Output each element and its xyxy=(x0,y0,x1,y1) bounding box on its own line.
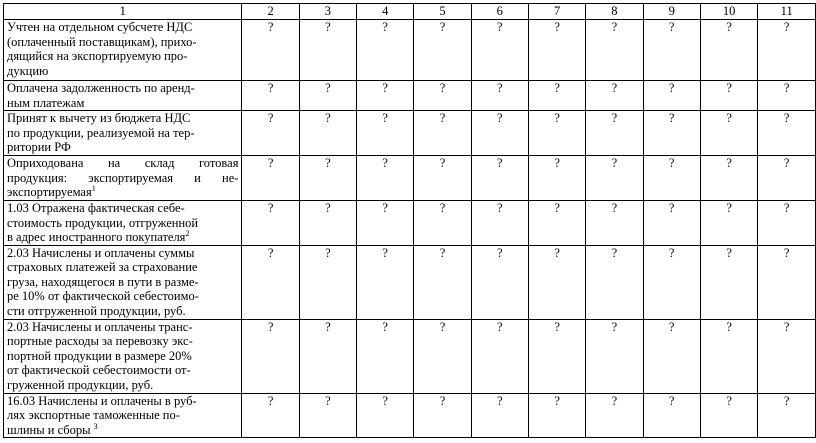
description-line xyxy=(7,230,238,245)
value-cell: ? xyxy=(242,20,299,81)
column-header-3: 3 xyxy=(299,4,356,20)
value-cell: ? xyxy=(643,393,700,438)
value-cell: ? xyxy=(242,245,299,319)
description-line xyxy=(7,304,238,319)
value-cell: ? xyxy=(357,393,414,438)
description-text: продукция: экспортируемая и не- xyxy=(7,170,239,185)
value-cell: ? xyxy=(299,156,356,201)
column-header-10: 10 xyxy=(700,4,758,20)
description-line xyxy=(7,126,238,141)
value-cell: ? xyxy=(643,319,700,393)
report-table xyxy=(3,3,816,438)
value-cell: ? xyxy=(528,201,585,246)
description-line xyxy=(7,171,238,186)
row-description xyxy=(4,245,242,319)
value-cell: ? xyxy=(528,111,585,156)
value-cell: ? xyxy=(414,156,471,201)
value-cell: ? xyxy=(758,393,816,438)
value-cell: ? xyxy=(357,20,414,81)
value-cell: ? xyxy=(700,81,758,111)
description-text: (оплаченный поставщикам), прихо- xyxy=(7,34,197,49)
value-cell: ? xyxy=(414,81,471,111)
value-cell: ? xyxy=(414,319,471,393)
description-line xyxy=(7,20,238,35)
value-cell: ? xyxy=(357,111,414,156)
value-cell: ? xyxy=(471,393,528,438)
value-cell: ? xyxy=(586,245,643,319)
column-header-9: 9 xyxy=(643,4,700,20)
value-cell: ? xyxy=(299,111,356,156)
value-cell: ? xyxy=(242,319,299,393)
description-text: 2.03 Начислены и оплачены транс- xyxy=(7,319,193,334)
row-description xyxy=(4,20,242,81)
value-cell: ? xyxy=(700,20,758,81)
value-cell: ? xyxy=(643,245,700,319)
column-header-4: 4 xyxy=(357,4,414,20)
description-text: Оприходована на склад готовая xyxy=(7,156,239,170)
header-row xyxy=(4,4,816,20)
description-line xyxy=(7,140,238,155)
table-row xyxy=(4,393,816,438)
value-cell: ? xyxy=(758,319,816,393)
description-text: от фактической себестоимости от- xyxy=(7,363,191,377)
description-line xyxy=(7,275,238,290)
value-cell: ? xyxy=(471,156,528,201)
table-row xyxy=(4,111,816,156)
value-cell: ? xyxy=(471,20,528,81)
value-cell: ? xyxy=(414,111,471,156)
column-header-6: 6 xyxy=(471,4,528,20)
description-text: Оплачена задолженность по аренд- xyxy=(7,81,195,95)
value-cell: ? xyxy=(299,319,356,393)
description-line xyxy=(7,81,238,96)
value-cell: ? xyxy=(242,156,299,201)
description-line xyxy=(7,320,238,335)
value-cell: ? xyxy=(586,319,643,393)
value-cell: ? xyxy=(758,245,816,319)
row-description xyxy=(4,201,242,246)
footnote-marker: 2 xyxy=(185,229,190,238)
value-cell: ? xyxy=(471,81,528,111)
value-cell: ? xyxy=(586,393,643,438)
description-text: 1.03 Отражена фактическая себе- xyxy=(7,201,185,215)
table-row xyxy=(4,81,816,111)
footnote-marker: 1 xyxy=(91,184,96,193)
value-cell: ? xyxy=(357,156,414,201)
row-description xyxy=(4,111,242,156)
description-text: лях экспортные таможенные по- xyxy=(7,408,180,422)
description-text: ритории РФ xyxy=(7,140,71,154)
value-cell: ? xyxy=(299,20,356,81)
value-cell: ? xyxy=(357,201,414,246)
description-text: по продукции, реализуемой на тер- xyxy=(7,125,195,140)
value-cell: ? xyxy=(471,111,528,156)
table-row xyxy=(4,245,816,319)
value-cell: ? xyxy=(643,201,700,246)
value-cell: ? xyxy=(758,201,816,246)
description-line xyxy=(7,185,238,200)
value-cell: ? xyxy=(586,156,643,201)
description-line xyxy=(7,363,238,378)
footnote-marker: 3 xyxy=(93,421,98,431)
value-cell: ? xyxy=(528,20,585,81)
value-cell: ? xyxy=(586,201,643,246)
description-text: сти отгруженной продукции, руб. xyxy=(7,303,186,318)
column-header-8: 8 xyxy=(586,4,643,20)
description-line xyxy=(7,156,238,171)
value-cell: ? xyxy=(528,319,585,393)
value-cell: ? xyxy=(700,319,758,393)
description-text: портные расходы за перевозку экс- xyxy=(7,334,193,348)
value-cell: ? xyxy=(357,81,414,111)
description-line xyxy=(7,111,238,126)
value-cell: ? xyxy=(471,201,528,246)
value-cell: ? xyxy=(299,245,356,319)
value-cell: ? xyxy=(528,156,585,201)
description-text: груженной продукции, руб. xyxy=(7,377,154,392)
description-text: портной продукции в размере 20% xyxy=(7,348,192,363)
table-row xyxy=(4,20,816,81)
description-line xyxy=(7,35,238,50)
description-text: страховых платежей за страхование xyxy=(7,260,198,274)
value-cell: ? xyxy=(414,201,471,246)
value-cell: ? xyxy=(643,20,700,81)
value-cell: ? xyxy=(758,81,816,111)
description-text: груза, находящегося в пути в разме- xyxy=(7,274,199,289)
description-line xyxy=(7,64,238,79)
column-header-11: 11 xyxy=(758,4,816,20)
column-header-5: 5 xyxy=(414,4,471,20)
description-line xyxy=(7,349,238,364)
value-cell: ? xyxy=(414,245,471,319)
description-text: 16.03 Начислены и оплачены в руб- xyxy=(7,393,197,408)
value-cell: ? xyxy=(700,245,758,319)
value-cell: ? xyxy=(471,245,528,319)
description-line xyxy=(7,289,238,304)
value-cell: ? xyxy=(758,156,816,201)
description-line xyxy=(7,408,238,423)
value-cell: ? xyxy=(586,81,643,111)
description-text: дукцию xyxy=(7,63,49,78)
value-cell: ? xyxy=(528,393,585,438)
value-cell: ? xyxy=(357,319,414,393)
value-cell: ? xyxy=(643,81,700,111)
description-line xyxy=(7,216,238,231)
table-row xyxy=(4,156,816,201)
description-line xyxy=(7,49,238,64)
description-line xyxy=(7,423,238,438)
column-header-7: 7 xyxy=(528,4,585,20)
value-cell: ? xyxy=(471,319,528,393)
value-cell: ? xyxy=(643,111,700,156)
value-cell: ? xyxy=(528,81,585,111)
description-text: ным платежам xyxy=(7,95,85,110)
table-row xyxy=(4,201,816,246)
value-cell: ? xyxy=(299,201,356,246)
value-cell: ? xyxy=(242,81,299,111)
description-text: Учтен на отдельном субсчете НДС xyxy=(7,20,193,34)
description-text: шлины и сборы xyxy=(7,422,94,437)
value-cell: ? xyxy=(586,20,643,81)
row-description xyxy=(4,156,242,201)
row-description xyxy=(4,393,242,438)
value-cell: ? xyxy=(414,20,471,81)
value-cell: ? xyxy=(242,201,299,246)
description-line xyxy=(7,201,238,216)
value-cell: ? xyxy=(758,20,816,81)
description-line xyxy=(7,334,238,349)
column-header-1: 1 xyxy=(4,4,242,20)
value-cell: ? xyxy=(414,393,471,438)
value-cell: ? xyxy=(299,393,356,438)
description-line xyxy=(7,96,238,111)
value-cell: ? xyxy=(700,111,758,156)
value-cell: ? xyxy=(357,245,414,319)
value-cell: ? xyxy=(586,111,643,156)
description-text: ре 10% от фактической себестоимо- xyxy=(7,289,199,303)
description-text: Принят к вычету из бюджета НДС xyxy=(7,111,191,125)
value-cell: ? xyxy=(299,81,356,111)
column-header-2: 2 xyxy=(242,4,299,20)
description-line xyxy=(7,246,238,261)
description-text: стоимость продукции, отгруженной xyxy=(7,215,199,230)
description-text: дящийся на экспортируемую про- xyxy=(7,49,188,63)
description-text: 2.03 Начислены и оплачены суммы xyxy=(7,245,195,260)
row-description xyxy=(4,81,242,111)
value-cell: ? xyxy=(242,393,299,438)
value-cell: ? xyxy=(643,156,700,201)
value-cell: ? xyxy=(758,111,816,156)
value-cell: ? xyxy=(242,111,299,156)
value-cell: ? xyxy=(528,245,585,319)
value-cell: ? xyxy=(700,393,758,438)
value-cell: ? xyxy=(700,201,758,246)
description-line xyxy=(7,260,238,275)
value-cell: ? xyxy=(700,156,758,201)
description-text: экспортируемая xyxy=(7,185,92,199)
description-line xyxy=(7,394,238,409)
description-text: в адрес иностранного покупателя xyxy=(7,230,186,244)
description-line xyxy=(7,378,238,393)
table-row xyxy=(4,319,816,393)
row-description xyxy=(4,319,242,393)
